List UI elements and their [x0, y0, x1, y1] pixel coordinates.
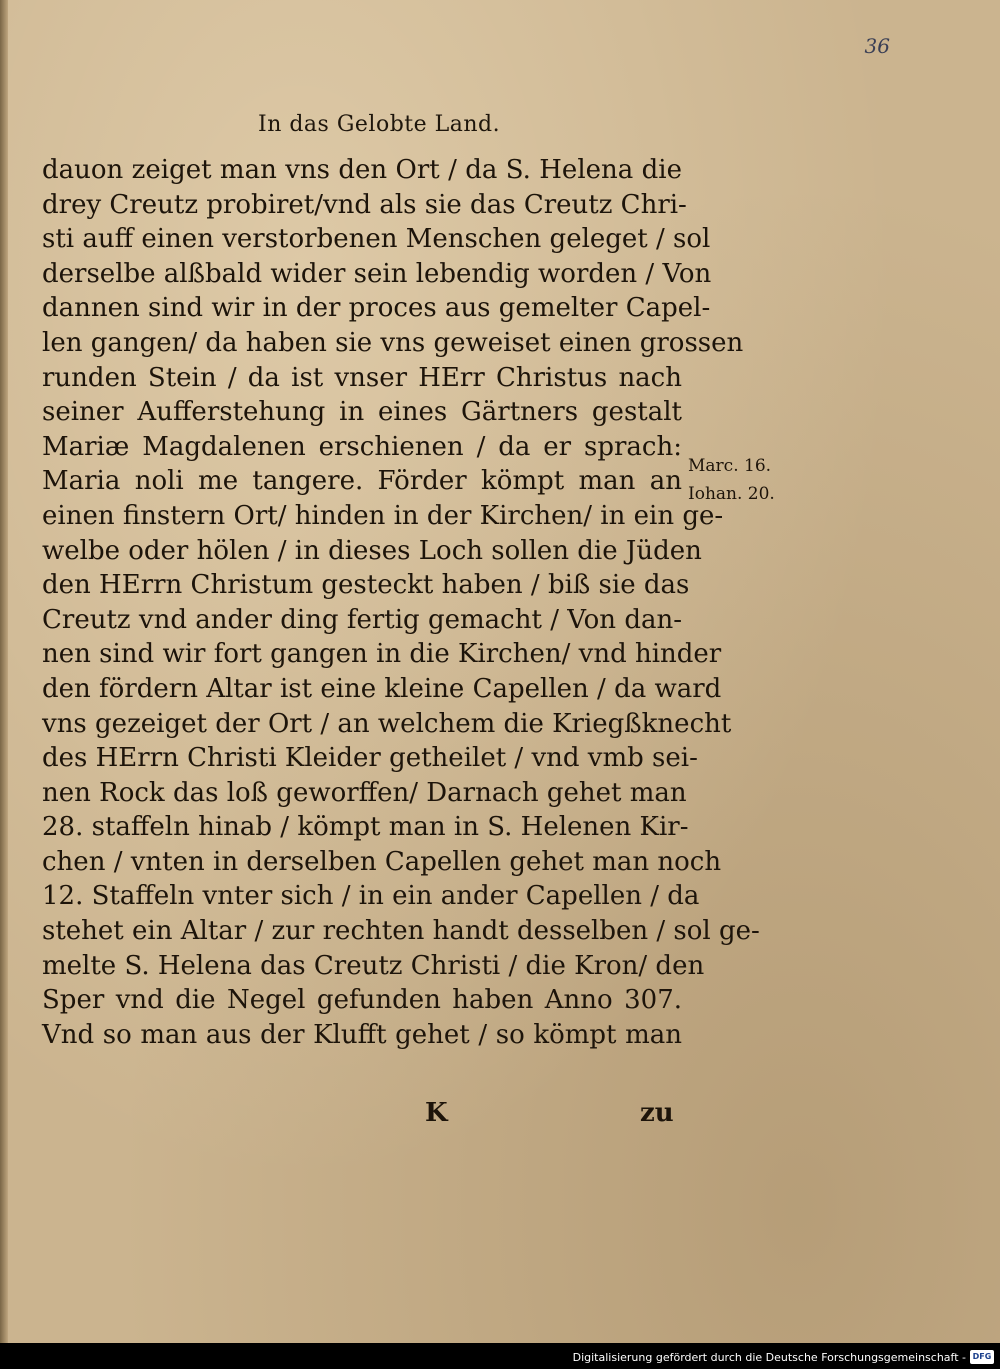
text-line: den HErrn Christum gesteckt haben / biß sie das — [42, 570, 690, 601]
text-line: seiner Aufferstehung in eines Gärtners gestalt — [42, 397, 682, 428]
text-line: derselbe alßbald wider sein lebendig worden / Von — [42, 258, 712, 289]
text-line: 12. Staffeln vnter sich / in ein ander Capellen / da — [42, 881, 700, 912]
catchword: zu — [640, 1098, 674, 1128]
text-line: des HErrn Christi Kleider getheilet / vnd vmb sei- — [42, 743, 698, 774]
text-line: den fördern Altar ist eine kleine Capellen / da ward — [42, 673, 722, 704]
text-line: 28. staffeln hinab / kömpt man in S. Helenen Kir- — [42, 812, 689, 843]
marginal-note: Marc. 16. — [688, 456, 772, 476]
running-header: In das Gelobte Land. — [258, 112, 501, 137]
text-line: stehet ein Altar / zur rechten handt desselben / sol ge- — [42, 916, 760, 947]
text-line: vns gezeiget der Ort / an welchem die Kriegßknecht — [42, 708, 732, 739]
text-line: einen finstern Ort/ hinden in der Kirchen/ in ein ge- — [42, 500, 724, 531]
text-line: Sper vnd die Negel gefunden haben Anno 307. — [42, 985, 682, 1016]
folio-number: 36 — [864, 34, 890, 58]
text-line: melte S. Helena das Creutz Christi / die Kron/ den — [42, 950, 705, 981]
text-line: drey Creutz probiret/vnd als sie das Creutz Chri- — [42, 189, 687, 220]
footer-credit: Digitalisierung gefördert durch die Deutsche Forschungsgemeinschaft - — [572, 1351, 966, 1364]
page-binding-edge — [0, 0, 8, 1343]
text-line: len gangen/ da haben sie vns geweiset einen grossen — [42, 327, 744, 358]
text-line: dauon zeiget man vns den Ort / da S. Helena die — [42, 155, 682, 185]
text-line: nen Rock das loß geworffen/ Darnach gehet man — [42, 777, 687, 808]
text-line: Mariæ Magdalenen erschienen / da er sprach: — [42, 431, 682, 462]
text-line: welbe oder hölen / in dieses Loch sollen die Jüden — [42, 535, 702, 566]
text-line: runden Stein / da ist vnser HErr Christus nach — [42, 362, 682, 393]
signature-mark: K — [425, 1098, 448, 1128]
text-line: Vnd so man aus der Klufft gehet / so kömpt man — [42, 1019, 682, 1050]
text-line: Creutz vnd ander ding fertig gemacht / Von dan- — [42, 604, 682, 635]
marginal-note: Iohan. 20. — [688, 484, 775, 504]
text-line: sti auff einen verstorbenen Menschen geleget / sol — [42, 224, 711, 255]
text-line: dannen sind wir in der proces aus gemelter Capel- — [42, 293, 711, 324]
text-line: chen / vnten in derselben Capellen gehet man noch — [42, 846, 722, 877]
text-line: nen sind wir fort gangen in die Kirchen/ vnd hinder — [42, 639, 722, 670]
dfg-logo: DFG — [970, 1350, 994, 1364]
text-line: Maria noli me tangere. Förder kömpt man an — [42, 466, 682, 497]
